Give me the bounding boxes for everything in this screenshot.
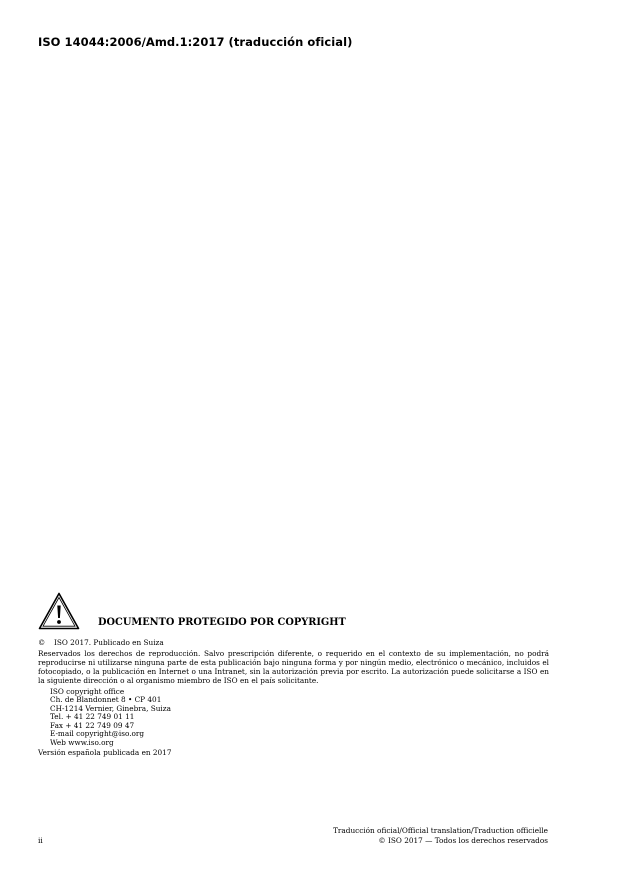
footer-translation-line: Traducción oficial/Official translation/Traduction officielle [333, 826, 548, 835]
iso-address [38, 688, 549, 748]
address-web: Web www.iso.org [50, 737, 114, 747]
copyright-heading: DOCUMENTO PROTEGIDO POR COPYRIGHT [98, 617, 346, 628]
address-line: ISO copyright office [50, 686, 125, 696]
page-number: ii [38, 836, 43, 845]
edition-note: Versión española publicada en 2017 [38, 748, 172, 758]
copyright-line [38, 638, 549, 647]
address-line: CH-1214 Vernier, Ginebra, Suiza [50, 703, 171, 713]
address-phone: Tel. + 41 22 749 01 11 [50, 712, 135, 722]
copyright-text: ISO 2017. Publicado en Suiza [54, 638, 164, 647]
address-line: Ch. de Blandonnet 8 • CP 401 [50, 695, 162, 705]
address-email: E-mail copyright@iso.org [50, 729, 145, 739]
page-footer [333, 826, 548, 846]
warning-triangle-icon [38, 592, 80, 630]
copyright-notice [38, 590, 549, 757]
rights-paragraph: Reservados los derechos de reproducción. Salvo prescripción diferente, o requerido en el contexto de su implementación, no podrá reproducirse ni utilizarse ninguna parte de esta publicación bajo ninguna forma y por ningún medio, electrónico o mecánico, incluidos el fotocopiado, o la publicación en Internet o una Intranet, sin la autorización previa por escrito. La autorización puede solicitarse a ISO en la siguiente dirección o al organismo miembro de ISO en el país solicitante. [38, 649, 549, 685]
address-fax: Fax + 41 22 749 09 47 [50, 720, 135, 730]
copyright-warning-row [38, 590, 549, 630]
document-title: ISO 14044:2006/Amd.1:2017 (traducción oficial) [38, 35, 353, 49]
footer-rights-line: © ISO 2017 — Todos los derechos reservados [378, 836, 548, 845]
copyright-symbol: © [38, 638, 46, 647]
